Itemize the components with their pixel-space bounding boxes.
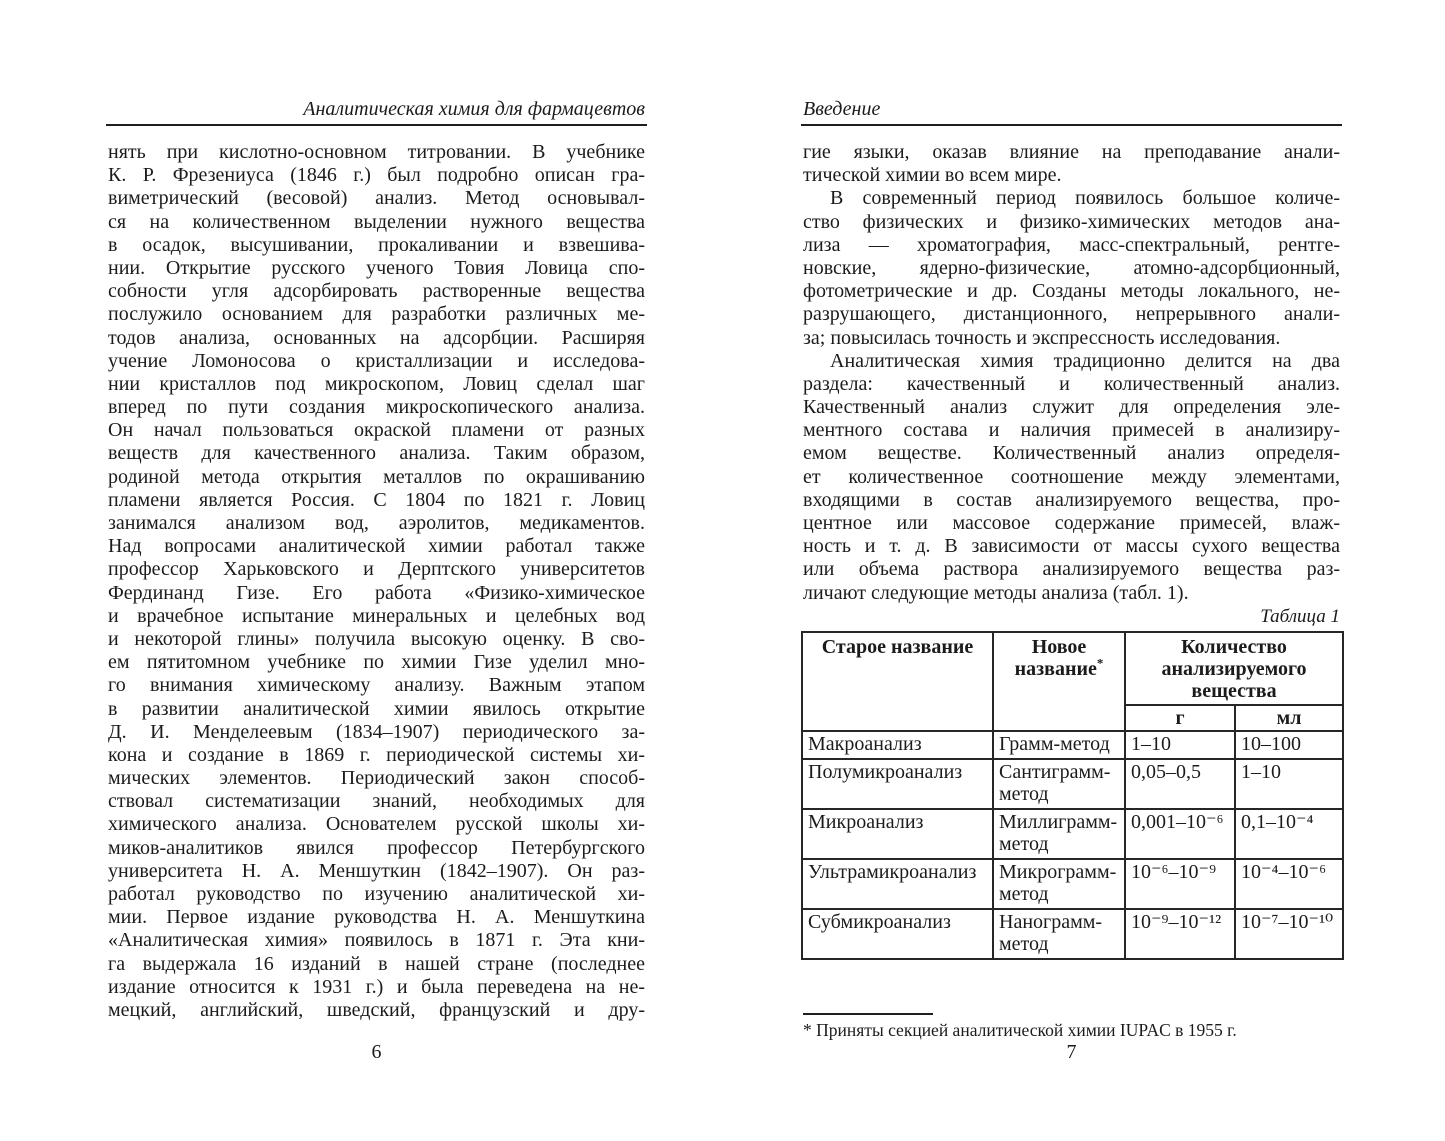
cell-quantity-grams: 10⁻⁹–10⁻¹² <box>1125 909 1235 959</box>
table-row <box>802 759 1343 809</box>
text-line: ем пятитомном учебнике по химии Гизе уделил мно- <box>108 651 645 674</box>
page-number-left: 6 <box>371 1041 382 1063</box>
table-row <box>802 809 1343 859</box>
text-line: мецкий, английский, шведский, французский и дру- <box>108 998 645 1021</box>
text-line: за; повысилась точность и экспрессность исследования. <box>803 326 1281 349</box>
text-line: В современный период появилось большое количе- <box>830 187 1340 210</box>
text-line: емом веществе. Количественный анализ определя- <box>803 442 1340 465</box>
table-row <box>802 909 1343 959</box>
text-line: занимался анализом вод, аэролитов, медикаментов. <box>108 512 645 534</box>
cell-quantity-grams: 1–10 <box>1125 731 1235 759</box>
cell-new-name: Нанограмм-метод <box>993 909 1125 959</box>
text-line: Фердинанд Гизе. Его работа «Физико-химическое <box>108 581 645 604</box>
table-caption: Таблица 1 <box>1260 605 1340 627</box>
body-text-right <box>803 141 1340 1041</box>
page-left <box>108 0 645 1141</box>
text-line: мических элементов. Периодический закон способ- <box>108 767 645 790</box>
header-new-name <box>993 632 1125 731</box>
running-head-left: Аналитическая химия для фармацевтов <box>303 98 645 120</box>
cell-quantity-ml: 10⁻⁷–10⁻¹⁰ <box>1235 909 1343 959</box>
text-line: издание относится к 1931 г.) и была переведена на не- <box>108 975 645 998</box>
text-line: ет количественное соотношение между элементами, <box>803 465 1340 488</box>
cell-old-name: Полумикроанализ <box>802 759 993 809</box>
table-row <box>802 859 1343 909</box>
text-line: виметрический (весовой) анализ. Метод основывал- <box>108 187 645 210</box>
cell-new-name: Сантиграмм-метод <box>993 759 1125 809</box>
text-line: Аналитическая химия традиционно делится на два <box>830 349 1340 372</box>
right-lines-block <box>803 141 1340 605</box>
text-line: химического анализа. Основателем русской школы хи- <box>108 813 645 836</box>
text-line: фотометрические и др. Созданы методы локального, не- <box>803 280 1340 303</box>
text-line: К. Р. Фрезениуса (1846 г.) был подробно описан гра- <box>108 164 645 187</box>
body-text-left <box>108 141 645 1022</box>
cell-quantity-ml: 1–10 <box>1235 759 1343 809</box>
text-line: вперед по пути создания микроскопического анализа. <box>108 396 645 419</box>
cell-old-name: Микроанализ <box>802 809 993 859</box>
cell-quantity-grams: 0,05–0,5 <box>1125 759 1235 809</box>
text-line: нии. Открытие русского ученого Товия Ловица спо- <box>108 256 645 279</box>
text-line: и врачебное испытание минеральных и целебных вод <box>108 604 645 627</box>
text-line: и некоторой глины» получила высокую оценку. В сво- <box>108 627 645 650</box>
header-unit-ml: мл <box>1235 705 1343 731</box>
cell-old-name: Макроанализ <box>802 731 993 759</box>
text-line: работал руководство по изучению аналитической хи- <box>108 883 645 905</box>
text-line: миков-аналитиков явился профессор Петербургского <box>108 836 645 859</box>
methods-table <box>801 631 1344 960</box>
text-line: раздела: качественный и количественный анализ. <box>803 372 1340 395</box>
text-line: тодов анализа, основанных на адсорбции. Расширяя <box>108 326 645 349</box>
text-line: гие языки, оказав влияние на преподавание анали- <box>803 141 1340 163</box>
text-line: кона и создание в 1869 г. периодической системы хи- <box>108 743 645 766</box>
text-line: личают следующие методы анализа (табл. 1). <box>803 581 1189 604</box>
footnote-text: * Приняты секцией аналитической химии IUPAC в 1955 г. <box>803 1019 1237 1040</box>
text-line: пламени является Россия. С 1804 по 1821 г. Ловиц <box>108 488 645 511</box>
text-line: ся на количественном выделении нужного вещества <box>108 210 645 233</box>
header-new-name-label: Новое название <box>1014 635 1097 680</box>
text-line: собности угля адсорбировать растворенные вещества <box>108 280 645 303</box>
text-line: тической химии во всем мире. <box>803 164 1062 187</box>
header-old-name <box>802 632 993 731</box>
text-line: мии. Первое издание руководства Н. А. Меншуткина <box>108 906 645 929</box>
text-line: Качественный анализ служит для определения эле- <box>803 396 1340 419</box>
table-header-row-1 <box>802 632 1343 705</box>
text-line: га выдержала 16 изданий в нашей стране (последнее <box>108 952 645 975</box>
cell-quantity-grams: 10⁻⁶–10⁻⁹ <box>1125 859 1235 909</box>
cell-old-name: Субмикроанализ <box>802 909 993 959</box>
text-line: послужило основанием для разработки различных ме- <box>108 303 645 326</box>
text-line: университета Н. А. Меншуткин (1842–1907). Он раз- <box>108 859 645 882</box>
header-new-name-footnote-marker: * <box>1096 655 1104 671</box>
text-line: в осадок, высушивании, прокаливании и взвешива- <box>108 233 645 256</box>
text-line: ность и т. д. В зависимости от массы сухого вещества <box>803 535 1340 558</box>
running-head-rule-right <box>801 124 1342 126</box>
cell-old-name: Ультрамикроанализ <box>802 859 993 909</box>
page-number-right: 7 <box>1066 1041 1077 1063</box>
header-old-name-label: Старое название <box>821 635 974 658</box>
text-line: «Аналитическая химия» появилось в 1871 г. Эта кни- <box>108 929 645 952</box>
text-line: нять при кислотно-основном титровании. В учебнике <box>108 141 645 163</box>
header-unit-grams: г <box>1125 705 1235 731</box>
text-line: ментного состава и наличия примесей в анализиру- <box>803 419 1340 442</box>
text-line: Над вопросами аналитической химии работал также <box>108 535 645 558</box>
text-line: лиза — хроматография, масс-спектральный, рентге- <box>803 233 1340 256</box>
footnote-rule <box>803 1013 933 1015</box>
text-line: учение Ломоносова о кристаллизации и исследова- <box>108 349 645 372</box>
text-line: ствовал систематизации знаний, необходимых для <box>108 790 645 813</box>
header-quantity-label: Количество анализируемого вещества <box>1161 635 1307 702</box>
page-right <box>803 0 1340 1141</box>
text-line: ство физических и физико-химических методов ана- <box>803 210 1340 233</box>
text-line: входящими в состав анализируемого вещества, про- <box>803 488 1340 511</box>
cell-new-name: Микрограмм-метод <box>993 859 1125 909</box>
text-line: центное или массовое содержание примесей, влаж- <box>803 512 1340 534</box>
cell-quantity-ml: 0,1–10⁻⁴ <box>1235 809 1343 859</box>
cell-new-name: Миллиграмм-метод <box>993 809 1125 859</box>
text-line: нии кристаллов под микроскопом, Ловиц сделал шаг <box>108 372 645 395</box>
text-line: или объема раствора анализируемого вещества раз- <box>803 558 1340 581</box>
cell-quantity-grams: 0,001–10⁻⁶ <box>1125 809 1235 859</box>
text-line: в развитии аналитической химии явилось открытие <box>108 697 645 720</box>
text-line: разрушающего, дистанционного, непрерывного анали- <box>803 303 1340 326</box>
cell-quantity-ml: 10–100 <box>1235 731 1343 759</box>
text-line: го внимания химическому анализу. Важным этапом <box>108 674 645 697</box>
text-line: Д. И. Менделеевым (1834–1907) периодического за- <box>108 720 645 743</box>
table-row <box>802 731 1343 759</box>
text-line: профессор Харьковского и Дерптского университетов <box>108 558 645 581</box>
text-line: веществ для качественного анализа. Таким образом, <box>108 442 645 465</box>
running-head-rule-left <box>106 124 647 126</box>
header-quantity <box>1125 632 1343 705</box>
cell-new-name: Грамм-метод <box>993 731 1125 759</box>
running-head-right: Введение <box>803 98 881 120</box>
text-line: Он начал пользоваться окраской пламени от разных <box>108 419 645 442</box>
text-line: новские, ядерно-физические, атомно-адсорбционный, <box>803 256 1340 279</box>
text-line: родиной метода открытия металлов по окрашиванию <box>108 465 645 488</box>
cell-quantity-ml: 10⁻⁴–10⁻⁶ <box>1235 859 1343 909</box>
